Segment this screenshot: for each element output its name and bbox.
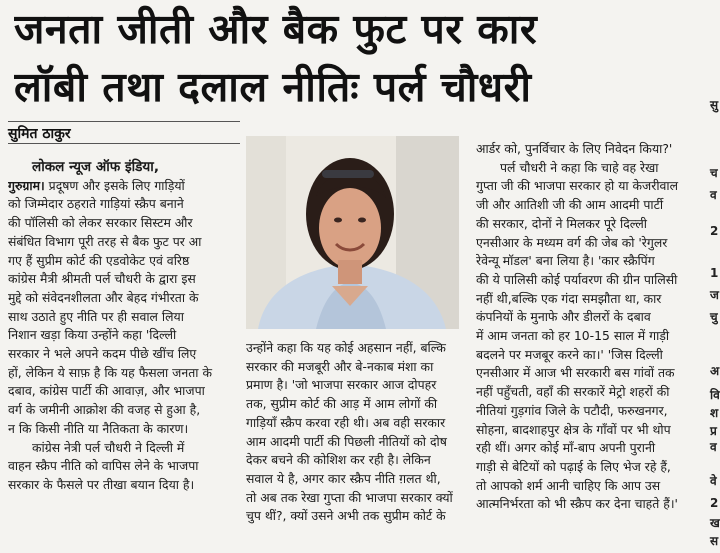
edge-fragment-text: 2 <box>710 224 719 238</box>
author-photo <box>246 136 459 329</box>
article-line: प्रमाण है। 'जो भाजपा सरकार आज दोपहर <box>246 377 437 393</box>
article-line: तो अब तक रेखा गुप्ता की भाजपा सरकार क्यों <box>246 489 453 505</box>
headline <box>14 0 704 116</box>
edge-fragment-text: वि <box>710 388 720 402</box>
portrait-image <box>246 136 459 329</box>
edge-fragment-text: स <box>710 534 719 548</box>
article-line: को जिम्मेदार ठहराते गाड़ियां स्क्रैप बनाने <box>8 196 184 212</box>
edge-fragment-text: 1 <box>710 266 719 280</box>
article-line: आम आदमी पार्टी की पिछली नीतियों को दोष <box>246 433 447 449</box>
dateline: लोकल न्यूज ऑफ इंडिया, <box>32 159 159 175</box>
article-line: कांग्रेस मैत्री श्रीमती पर्ल चौधरी के द्वारा इस <box>8 271 196 287</box>
edge-fragment-text: अ <box>710 364 720 378</box>
article-line: सोहना, बादशाहपुर क्षेत्र के गाँवों पर भी थोप <box>476 421 671 437</box>
article-line: देकर बचने की कोशिश कर रही है। लेकिन <box>246 452 431 468</box>
headline-line-1: जनता जीती और बैक फुट पर कार <box>14 5 538 53</box>
edge-fragment-text: वे <box>710 474 717 488</box>
neighboring-article-fragment <box>708 0 720 553</box>
byline: सुमित ठाकुर <box>8 126 71 142</box>
article-line: पर्ल चौधरी ने कहा कि चाहे वह रेखा <box>500 159 659 175</box>
divider <box>8 143 240 144</box>
article-line: नहीं थी,बल्कि एक गंदा समझौता था, कार <box>476 290 662 306</box>
article-line: रेवेन्यू मॉडल' बना लिया है। 'कार स्क्रैपिंग <box>476 253 655 269</box>
article-line: जी और आतिशी जी की आम आदमी पार्टी <box>476 197 664 213</box>
edge-fragment-text: श <box>710 406 719 420</box>
article-line <box>8 177 238 196</box>
article-column-2 <box>246 339 462 526</box>
article-column-1 <box>8 158 238 495</box>
article-line: नहीं पहुँचती, वहाँ की सरकारें मेट्रो शहरों की <box>476 384 670 400</box>
article-line: गुप्ता जी की भाजपा सरकार हो या केजरीवाल <box>476 178 679 194</box>
article-line: सरकार ने भले अपने कदम पीछे खींच लिए <box>8 346 197 362</box>
article-line: संबंधित विभाग पूरी तरह से बैक फुट पर आ <box>8 233 202 249</box>
edge-fragment-text: चु <box>710 310 718 324</box>
article-line: आर्डर को, पुनर्विचार के लिए निवेदन किया?' <box>476 141 673 156</box>
article-line: निशान खड़ा किया उन्होंने कहा 'दिल्ली <box>8 327 177 343</box>
article-line: आत्मनिर्भरता को भी स्क्रैप कर देना चाहते हैं।' <box>476 496 678 512</box>
edge-fragment-text: च <box>710 166 718 180</box>
article-line: एनसीआर के मध्यम वर्ग की जेब को 'रेगुलर <box>476 234 668 250</box>
article-line: सरकार के फैसले पर तीखा बयान दिया है। <box>8 476 195 492</box>
article-line: हों, लेकिन ये साफ़ है कि यह फैसला जनता के <box>8 364 212 380</box>
article-line: सरकार की मजबूरी और बे-नकाब मंशा का <box>246 358 434 374</box>
article-line: वर्ग के जमीनी आक्रोश की वजह से हुआ है, <box>8 402 201 418</box>
article-line: एनसीआर में आज भी सरकारी बस गांवों तक <box>476 365 675 381</box>
article-line: साथ उठाते हुए नीति पर ही सवाल लिया <box>8 308 184 324</box>
article-line: चुप थीं?, क्यों उसने अभी तक सुप्रीम कोर्ट के <box>246 508 446 524</box>
article-line: की पॉलिसी को लेकर सरकार सिस्टम और <box>8 215 193 231</box>
article-line: न कि किसी नीति या नैतिकता के कारण। <box>8 420 189 436</box>
dateline-place: गुरुग्राम। <box>8 177 45 193</box>
article-line: सवाल ये है, अगर कार स्क्रैप नीति ग़लत थी, <box>246 470 441 486</box>
article-line: दबाव, कांग्रेस पार्टी की आवाज़, और भाजपा <box>8 383 205 399</box>
article-line: गाड़ी से बेटियों को पढ़ाई के लिए भेज रहे हैं, <box>476 458 671 474</box>
article-line: नीतियां गुड़गांव जिले के पटौदी, फरुखनगर, <box>476 402 668 418</box>
article-line: तो आपको शर्म आनी चाहिए कि आप उस <box>476 477 661 493</box>
article-line: बदलने पर मजबूर करने का।' 'जिस दिल्ली <box>476 346 663 362</box>
article-line: में आम जनता को हर 10-15 साल में गाड़ी <box>476 328 670 344</box>
edge-fragment-text: प्र <box>710 424 717 438</box>
article-line: गाड़ियाँ स्क्रैप करवा रही थी। अब वही सरकार <box>246 414 446 430</box>
article-column-3 <box>476 140 698 514</box>
divider <box>8 121 240 122</box>
edge-fragment-text: ज <box>710 288 719 302</box>
article-line-text: प्रदूषण और इसके लिए गाड़ियों <box>44 177 185 193</box>
article-line: वाहन स्क्रैप नीति को वापिस लेने के भाजपा <box>8 458 199 474</box>
article-line: गए हैं सुप्रीम कोर्ट की एडवोकेट एवं वरिष्ठ <box>8 252 190 268</box>
article-line: की सरकार, दोनों ने मिलकर पूरे दिल्ली <box>476 215 647 231</box>
edge-fragment-text: सु <box>710 98 719 112</box>
article-line: कांग्रेस नेत्री पर्ल चौधरी ने दिल्ली में <box>32 439 185 455</box>
article-line: उन्होंने कहा कि यह कोई अहसान नहीं, बल्कि <box>246 340 446 355</box>
edge-fragment-text: व <box>710 440 717 454</box>
article-line: मुद्दे को संवेदनशीलता और बेहद गंभीरता के <box>8 289 199 305</box>
edge-fragment-text: 2 <box>710 496 719 510</box>
edge-fragment-text: ख <box>710 516 720 530</box>
headline-line-2: लॉबी तथा दलाल नीतिः पर्ल चौधरी <box>14 63 532 111</box>
edge-fragment-text: व <box>710 188 717 202</box>
article-line: की ये पालिसी कोई पर्यावरण की ग्रीन पालिसी <box>476 271 678 287</box>
article-line: कंपनियों के मुनाफे और डीलरों के दबाव <box>476 309 651 325</box>
article-line: रही थीं। अगर कोई माँ-बाप अपनी पुरानी <box>476 440 656 456</box>
article-line: तक, सुप्रीम कोर्ट की आड़ में आम लोगों की <box>246 396 438 412</box>
